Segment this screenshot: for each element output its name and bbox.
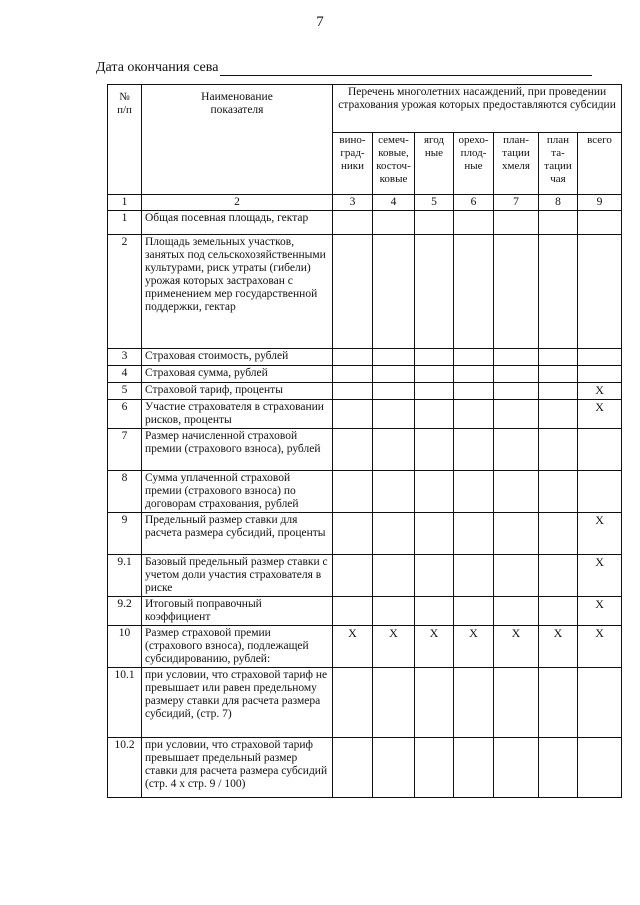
- value-cell[interactable]: [373, 597, 415, 626]
- value-cell[interactable]: [454, 513, 494, 555]
- value-cell[interactable]: [578, 738, 622, 798]
- value-cell[interactable]: [539, 400, 578, 429]
- row-indicator-name: при условии, что страховой тариф не превышает или равен предельному размеру ставки для расчета размера субсидий, (стр. 7): [142, 668, 333, 738]
- value-cell[interactable]: [494, 555, 539, 597]
- value-cell[interactable]: [539, 235, 578, 349]
- value-cell[interactable]: [333, 349, 373, 366]
- value-cell[interactable]: [494, 366, 539, 383]
- value-cell[interactable]: [539, 513, 578, 555]
- row-number: 10.1: [108, 668, 142, 738]
- header-number-text: № п/п: [117, 91, 132, 116]
- value-cell[interactable]: Х: [578, 555, 622, 597]
- table-row: [108, 366, 622, 383]
- value-cell[interactable]: [373, 429, 415, 471]
- row-indicator-name: Общая посевная площадь, гектар: [142, 211, 333, 235]
- table-row: [108, 738, 622, 798]
- value-cell[interactable]: [494, 513, 539, 555]
- value-cell[interactable]: Х: [333, 626, 373, 668]
- subheader-cell: план та- тации чая: [539, 133, 578, 195]
- value-cell[interactable]: [333, 668, 373, 738]
- value-cell[interactable]: [539, 211, 578, 235]
- value-cell[interactable]: [539, 597, 578, 626]
- value-cell[interactable]: [494, 400, 539, 429]
- value-cell[interactable]: [333, 513, 373, 555]
- value-cell[interactable]: Х: [578, 626, 622, 668]
- column-index-cell: 3: [333, 195, 373, 211]
- value-cell[interactable]: [373, 400, 415, 429]
- row-number: 9: [108, 513, 142, 555]
- value-cell[interactable]: [578, 471, 622, 513]
- date-label: Дата окончания сева: [96, 60, 219, 75]
- value-cell[interactable]: [539, 383, 578, 400]
- table-row: [108, 471, 622, 513]
- value-cell[interactable]: [494, 383, 539, 400]
- value-cell[interactable]: [373, 211, 415, 235]
- value-cell[interactable]: [415, 383, 454, 400]
- table-row: [108, 235, 622, 349]
- value-cell[interactable]: [454, 235, 494, 349]
- value-cell[interactable]: [415, 211, 454, 235]
- value-cell[interactable]: [415, 400, 454, 429]
- column-index-cell: 2: [142, 195, 333, 211]
- value-cell[interactable]: [539, 471, 578, 513]
- value-cell[interactable]: [333, 366, 373, 383]
- row-indicator-name: Страховая стоимость, рублей: [142, 349, 333, 366]
- value-cell[interactable]: [373, 383, 415, 400]
- value-cell[interactable]: [333, 235, 373, 349]
- row-number: 6: [108, 400, 142, 429]
- table-row: [108, 513, 622, 555]
- value-cell[interactable]: [373, 471, 415, 513]
- value-cell[interactable]: [415, 349, 454, 366]
- value-cell[interactable]: [333, 211, 373, 235]
- row-number: 9.2: [108, 597, 142, 626]
- value-cell[interactable]: [373, 738, 415, 798]
- value-cell[interactable]: [454, 597, 494, 626]
- value-cell[interactable]: [373, 349, 415, 366]
- value-cell[interactable]: [494, 211, 539, 235]
- header-indicator-name: [142, 85, 333, 195]
- row-indicator-name: Размер страховой премии (страхового взноса), подлежащей субсидированию, рублей:: [142, 626, 333, 668]
- column-index-cell: 8: [539, 195, 578, 211]
- row-number: 9.1: [108, 555, 142, 597]
- subheader-cell: вино- град- ники: [333, 133, 373, 195]
- value-cell[interactable]: [454, 366, 494, 383]
- value-cell[interactable]: [578, 429, 622, 471]
- subheader-cell: ягод ные: [415, 133, 454, 195]
- subsidy-table: [107, 84, 622, 798]
- row-number: 3: [108, 349, 142, 366]
- value-cell[interactable]: [373, 555, 415, 597]
- value-cell[interactable]: [578, 235, 622, 349]
- column-index-cell: 9: [578, 195, 622, 211]
- column-index-cell: 4: [373, 195, 415, 211]
- row-number: 10.2: [108, 738, 142, 798]
- value-cell[interactable]: [494, 429, 539, 471]
- value-cell[interactable]: [578, 668, 622, 738]
- value-cell[interactable]: [539, 738, 578, 798]
- table-row: [108, 429, 622, 471]
- row-number: 10: [108, 626, 142, 668]
- value-cell[interactable]: [415, 738, 454, 798]
- row-indicator-name: Площадь земельных участков, занятых под сельскохозяйственными культурами, риск утраты (гибели) урожая которых застрахован с применением мер государственной поддержки, гектар: [142, 235, 333, 349]
- table-row: [108, 349, 622, 366]
- column-index-row: [108, 195, 622, 211]
- header-number: [108, 85, 142, 195]
- table-row: [108, 597, 622, 626]
- column-index-cell: 5: [415, 195, 454, 211]
- value-cell[interactable]: [333, 471, 373, 513]
- value-cell[interactable]: [494, 349, 539, 366]
- row-number: 2: [108, 235, 142, 349]
- value-cell[interactable]: [539, 429, 578, 471]
- value-cell[interactable]: [333, 400, 373, 429]
- value-cell[interactable]: [494, 738, 539, 798]
- value-cell[interactable]: Х: [578, 597, 622, 626]
- value-cell[interactable]: Х: [539, 626, 578, 668]
- row-indicator-name: Сумма уплаченной страховой премии (страхового взноса) по договорам страхования, рублей: [142, 471, 333, 513]
- table-row: [108, 400, 622, 429]
- value-cell[interactable]: [494, 597, 539, 626]
- value-cell[interactable]: Х: [578, 513, 622, 555]
- subheader-cell: семеч- ковые, косточ- ковые: [373, 133, 415, 195]
- value-cell[interactable]: [333, 429, 373, 471]
- value-cell[interactable]: [333, 597, 373, 626]
- value-cell[interactable]: Х: [494, 626, 539, 668]
- value-cell[interactable]: [454, 383, 494, 400]
- value-cell[interactable]: [373, 235, 415, 349]
- value-cell[interactable]: [333, 383, 373, 400]
- subheader-cell: всего: [578, 133, 622, 195]
- value-cell[interactable]: [373, 366, 415, 383]
- value-cell[interactable]: [494, 471, 539, 513]
- table-row: [108, 383, 622, 400]
- row-indicator-name: Базовый предельный размер ставки с учетом доли участия страхователя в риске: [142, 555, 333, 597]
- header-indicator-text: Наименование показателя: [201, 91, 273, 116]
- row-indicator-name: Страховой тариф, проценты: [142, 383, 333, 400]
- value-cell[interactable]: [454, 668, 494, 738]
- row-number: 7: [108, 429, 142, 471]
- value-cell[interactable]: [578, 211, 622, 235]
- value-cell[interactable]: [539, 349, 578, 366]
- table-row: [108, 626, 622, 668]
- value-cell[interactable]: [415, 597, 454, 626]
- value-cell[interactable]: [415, 471, 454, 513]
- table-row: [108, 668, 622, 738]
- page-number: 7: [316, 14, 324, 30]
- value-cell[interactable]: [373, 513, 415, 555]
- value-cell[interactable]: [415, 555, 454, 597]
- date-blank-line[interactable]: [220, 63, 592, 76]
- value-cell[interactable]: [539, 366, 578, 383]
- value-cell[interactable]: [415, 668, 454, 738]
- subheader-cell: орехо- плод- ные: [454, 133, 494, 195]
- column-index-cell: 1: [108, 195, 142, 211]
- value-cell[interactable]: Х: [415, 626, 454, 668]
- value-cell[interactable]: [415, 513, 454, 555]
- table-row: [108, 211, 622, 235]
- value-cell[interactable]: [494, 668, 539, 738]
- table-row: [108, 555, 622, 597]
- value-cell[interactable]: [454, 211, 494, 235]
- value-cell[interactable]: Х: [373, 626, 415, 668]
- value-cell[interactable]: [454, 471, 494, 513]
- column-index-cell: 6: [454, 195, 494, 211]
- row-number: 4: [108, 366, 142, 383]
- value-cell[interactable]: [373, 668, 415, 738]
- value-cell[interactable]: [415, 366, 454, 383]
- value-cell[interactable]: [578, 349, 622, 366]
- value-cell[interactable]: [415, 429, 454, 471]
- row-indicator-name: при условии, что страховой тариф превышает предельный размер ставки для расчета размера субсидий (стр. 4 х стр. 9 / 100): [142, 738, 333, 798]
- value-cell[interactable]: Х: [578, 400, 622, 429]
- value-cell[interactable]: [454, 400, 494, 429]
- row-indicator-name: Страховая сумма, рублей: [142, 366, 333, 383]
- header-plantations-group: Перечень многолетних насаждений, при проведении страхования урожая которых предоставляются субсидии: [333, 85, 622, 133]
- row-indicator-name: Предельный размер ставки для расчета размера субсидий, проценты: [142, 513, 333, 555]
- table-body: [108, 211, 622, 798]
- value-cell[interactable]: [454, 349, 494, 366]
- value-cell[interactable]: [539, 668, 578, 738]
- sowing-end-date-field[interactable]: [96, 60, 592, 76]
- value-cell[interactable]: [454, 738, 494, 798]
- value-cell[interactable]: Х: [578, 383, 622, 400]
- row-indicator-name: Итоговый поправочный коэффициент: [142, 597, 333, 626]
- row-number: 1: [108, 211, 142, 235]
- value-cell[interactable]: [333, 555, 373, 597]
- subheader-cell: план- тации хмеля: [494, 133, 539, 195]
- column-index-cell: 7: [494, 195, 539, 211]
- value-cell[interactable]: [578, 366, 622, 383]
- value-cell[interactable]: [333, 738, 373, 798]
- value-cell[interactable]: [539, 555, 578, 597]
- value-cell[interactable]: Х: [454, 626, 494, 668]
- value-cell[interactable]: [415, 235, 454, 349]
- row-number: 5: [108, 383, 142, 400]
- row-indicator-name: Участие страхователя в страховании рисков, проценты: [142, 400, 333, 429]
- value-cell[interactable]: [494, 235, 539, 349]
- value-cell[interactable]: [454, 429, 494, 471]
- row-indicator-name: Размер начисленной страховой премии (страхового взноса), рублей: [142, 429, 333, 471]
- value-cell[interactable]: [454, 555, 494, 597]
- row-number: 8: [108, 471, 142, 513]
